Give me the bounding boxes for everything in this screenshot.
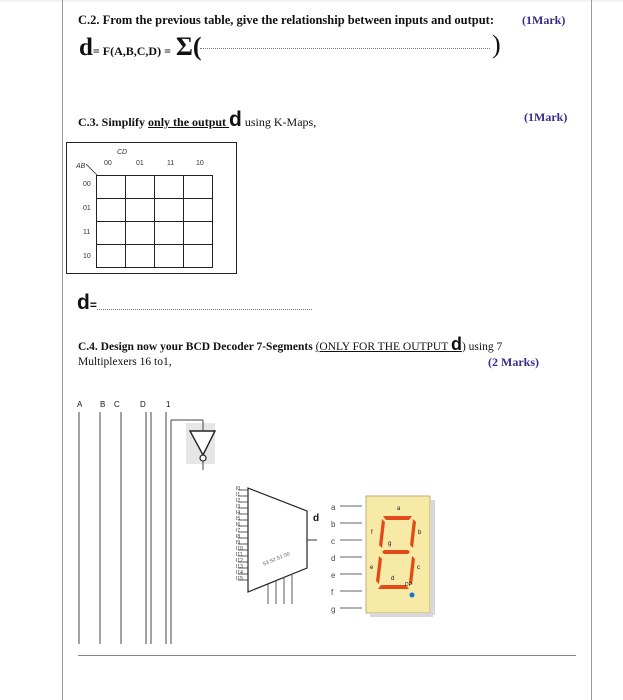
mux-input-label: I11	[236, 552, 243, 558]
c4-suffix: ) using 7	[461, 341, 503, 353]
mux-input-label: I12	[236, 558, 243, 564]
seg-input-c: c	[331, 537, 335, 546]
c3-answer-d: d	[77, 291, 90, 314]
input-label-d: D	[140, 400, 146, 409]
kmap-row-label: 11	[83, 229, 91, 236]
kmap-col-label: 11	[167, 160, 175, 167]
c2-function: = F(A,B,C,D) =	[92, 44, 174, 58]
seven-seg-shadow-bottom	[370, 613, 433, 617]
question-c2-mark: (1Mark)	[522, 13, 566, 27]
bottom-divider	[78, 655, 576, 656]
c2-d-symbol: d	[79, 34, 93, 61]
seg-letter-b: b	[418, 530, 422, 536]
segment-dp	[410, 593, 415, 598]
mux-input-label: I7	[236, 528, 241, 534]
segment-input-lines	[340, 506, 362, 608]
c2-sigma: Σ(	[175, 32, 202, 61]
c4-prefix: C.4. Design now your BCD Decoder 7-Segments	[78, 341, 316, 353]
mux-input-label: I6	[236, 522, 241, 528]
kmap-row-label: 01	[83, 205, 91, 212]
mux-select-label: S3 S2 S1 S0	[262, 551, 291, 568]
mux-input-label: I10	[236, 546, 243, 552]
mux-input-label: I3	[236, 504, 241, 510]
seg-input-g: g	[331, 605, 336, 614]
input-label-b: B	[100, 400, 106, 409]
inverter-bubble	[200, 455, 206, 461]
c4-line2: Multiplexers 16 to1,	[78, 356, 172, 368]
seg-letter-f: f	[371, 530, 373, 536]
c3-suffix: using K-Maps,	[241, 115, 317, 129]
seg-input-b: b	[331, 520, 336, 529]
segment-a	[383, 516, 412, 520]
mux-input-label: I4	[236, 510, 241, 516]
input-label-a: A	[77, 400, 83, 409]
kmap-row-label: 00	[83, 181, 91, 188]
segment-input-labels	[331, 499, 335, 618]
mux-input-label: I0	[236, 486, 241, 492]
seg-input-e: e	[331, 571, 336, 580]
kmap-col-label: 00	[104, 160, 112, 167]
seg-letter-a: a	[397, 506, 401, 512]
seven-seg-panel	[366, 496, 430, 613]
mux-input-label: I2	[236, 498, 241, 504]
kmap-col-var: CD	[117, 149, 128, 156]
seven-seg-shadow-right	[431, 500, 435, 615]
c3-prefix: C.3. Simplify	[78, 115, 149, 129]
seg-letter-c: c	[417, 565, 420, 571]
mux-input-label: I8	[236, 534, 241, 540]
c3-underlined: only the output	[148, 115, 230, 129]
mux-input-labels	[236, 486, 246, 582]
question-c2-title: C.2. From the previous table, give the relationship between inputs and output:	[78, 13, 495, 27]
mux-output-label: d	[313, 513, 320, 524]
kmap-row-label: 10	[83, 253, 91, 260]
mux-input-label: I9	[236, 540, 241, 546]
c3-answer-eq: =	[89, 298, 97, 312]
seg-input-a: a	[331, 503, 336, 512]
seg-letter-e: e	[370, 565, 374, 571]
input-label-c: C	[114, 400, 120, 409]
question-c4-mark: (2 Marks)	[488, 355, 539, 369]
mux-input-label: I1	[236, 492, 241, 498]
segment-g	[382, 550, 410, 554]
mux-input-label: I14	[236, 570, 243, 576]
seg-letter-dp: DP	[405, 582, 412, 588]
multiplexer-body	[248, 488, 307, 592]
c2-close-paren: )	[492, 30, 501, 59]
c4-d-symbol: d	[450, 334, 462, 354]
c3-d-symbol: d	[229, 108, 242, 131]
seg-letter-d: d	[391, 576, 395, 582]
kmap-col-label: 10	[196, 160, 204, 167]
question-c3-mark: (1Mark)	[524, 110, 568, 124]
seg-input-f: f	[331, 588, 334, 597]
mux-input-label: I15	[236, 576, 243, 582]
seg-letter-g: g	[388, 541, 392, 547]
kmap-row-var: AB	[76, 163, 86, 170]
kmap-col-label: 01	[136, 160, 144, 167]
input-label-one: 1	[166, 400, 171, 409]
seg-input-d: d	[331, 554, 336, 563]
mux-input-label: I5	[236, 516, 241, 522]
mux-input-label: I13	[236, 564, 243, 570]
c4-underlined-text: (ONLY FOR THE OUTPUT	[315, 341, 451, 353]
